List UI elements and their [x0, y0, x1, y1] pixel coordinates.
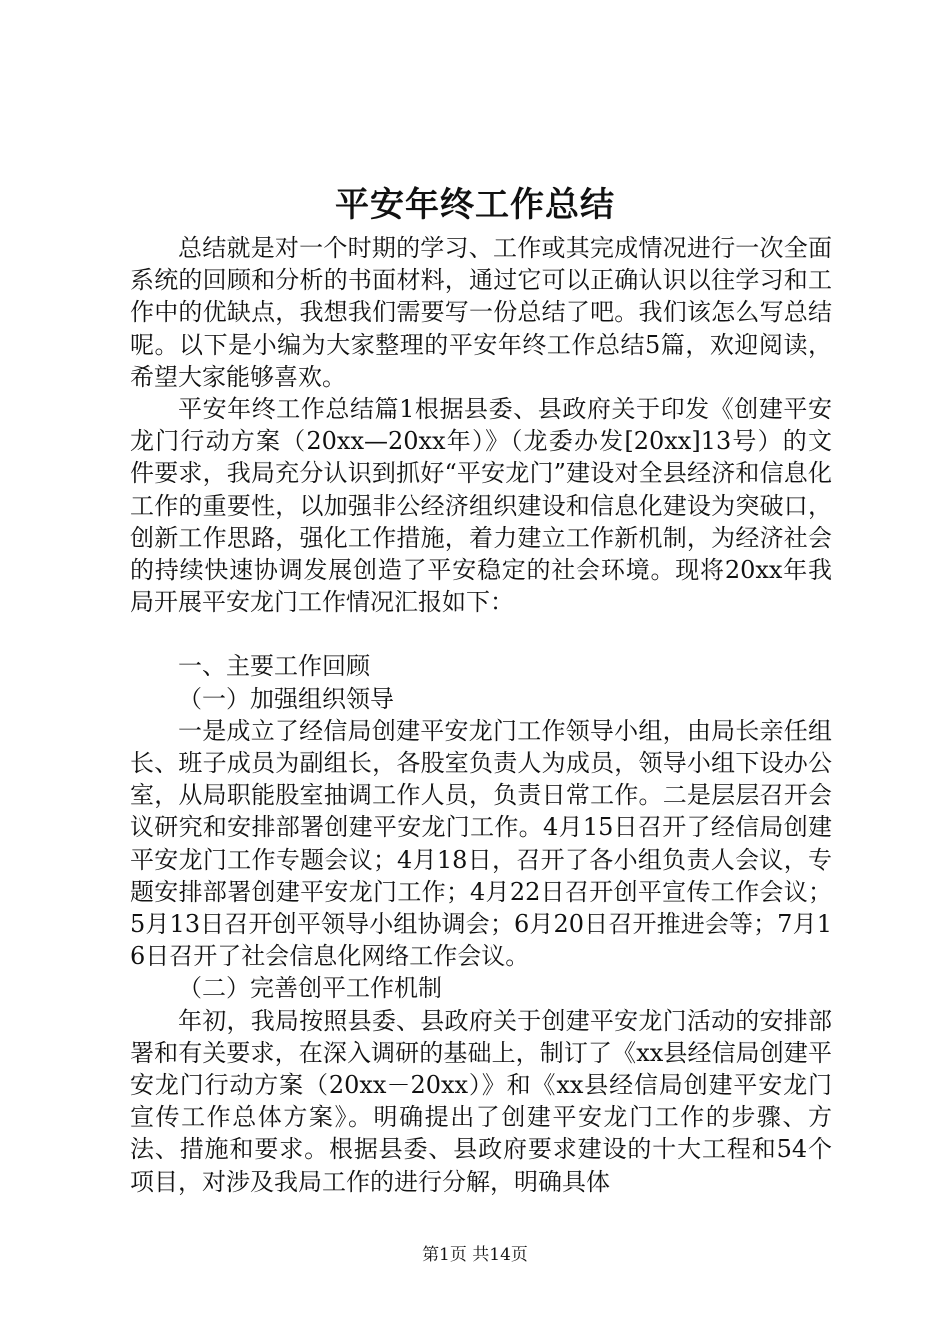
- document-title: 平安年终工作总结: [335, 185, 615, 225]
- paragraph-3: 年初，我局按照县委、县政府关于创建平安龙门活动的安排部署和有关要求，在深入调研的基础上，制订了《xx县经信局创建平安龙门行动方案（20xx－20xx）》和《xx县经信局创建平安龙门宣传工作总体方案》。明确提出了创建平安龙门工作的步骤、方法、措施和要求。根据县委、县政府要求建设的十大工程和54个项目，对涉及我局工作的进行分解，明确具体: [130, 1006, 832, 1196]
- paragraph-spacer: [130, 618, 832, 650]
- subsection-heading-1: （一）加强组织领导: [178, 684, 394, 713]
- subsection-heading-2: （二）完善创平工作机制: [178, 974, 442, 1003]
- paragraph-2: 一是成立了经信局创建平安龙门工作领导小组，由局长亲任组长、班子成员为副组长，各股室负责人为成员，领导小组下设办公室，从局职能股室抽调工作人员，负责日常工作。二是层层召开会议研究和安排部署创建平安龙门工作。4月15日召开了经信局创建平安龙门工作专题会议；4月18日，召开了各小组负责人会议，专题安排部署创建平安龙门工作；4月22日召开创平宣传工作会议；5月13日召开创平领导小组协调会；6月20日召开推进会等；7月16日召开了社会信息化网络工作会议。: [130, 716, 832, 971]
- section-heading-1: 一、主要工作回顾: [178, 652, 370, 681]
- page-footer: 第1页 共14页: [422, 1245, 528, 1265]
- document-body: [130, 232, 832, 1198]
- intro-paragraph: 总结就是对一个时期的学习、工作或其完成情况进行一次全面系统的回顾和分析的书面材料，通过它可以正确认识以往学习和工作中的优缺点，我想我们需要写一份总结了吧。我们该怎么写总结呢。以下是小编为大家整理的平安年终工作总结5篇，欢迎阅读，希望大家能够喜欢。: [130, 234, 832, 391]
- paragraph-1: 平安年终工作总结篇1根据县委、县政府关于印发《创建平安龙门行动方案（20xx—20xx年）》（龙委办发[20xx]13号）的文件要求，我局充分认识到抓好“平安龙门”建设对全县经济和信息化工作的重要性，以加强非公经济组织建设和信息化建设为突破口，创新工作思路，强化工作措施，着力建立工作新机制，为经济社会的持续快速协调发展创造了平安稳定的社会环境。现将20xx年我局开展平安龙门工作情况汇报如下：: [130, 395, 832, 617]
